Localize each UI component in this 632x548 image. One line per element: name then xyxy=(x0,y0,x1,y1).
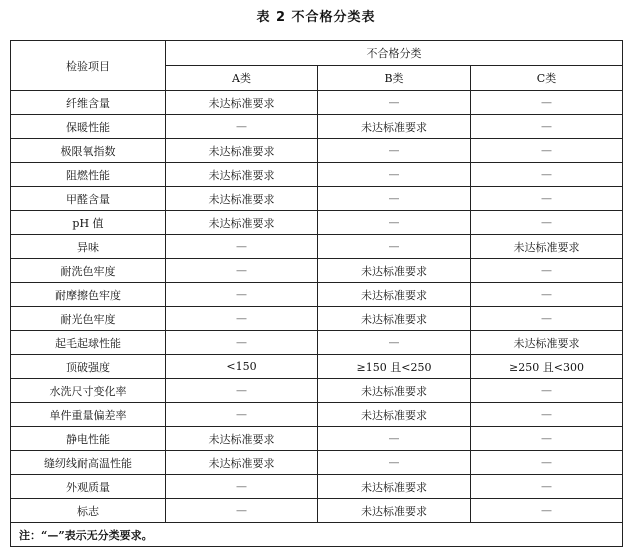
row-class-b: — xyxy=(318,235,471,259)
row-class-c: — xyxy=(471,187,623,211)
row-class-a: 未达标准要求 xyxy=(166,187,318,211)
header-group: 不合格分类 xyxy=(166,41,623,66)
row-class-b: 未达标准要求 xyxy=(318,259,471,283)
row-item: 水洗尺寸变化率 xyxy=(11,379,166,403)
table-row xyxy=(11,307,623,331)
row-class-a: 未达标准要求 xyxy=(166,91,318,115)
row-item: 耐洗色牢度 xyxy=(11,259,166,283)
row-class-b: 未达标准要求 xyxy=(318,379,471,403)
header-row-1 xyxy=(11,41,623,66)
row-item: 标志 xyxy=(11,499,166,523)
row-class-b: — xyxy=(318,139,471,163)
row-class-b: 未达标准要求 xyxy=(318,115,471,139)
row-class-a: — xyxy=(166,235,318,259)
header-item: 检验项目 xyxy=(11,41,166,91)
row-item: 异味 xyxy=(11,235,166,259)
row-class-a: — xyxy=(166,115,318,139)
row-item: 保暖性能 xyxy=(11,115,166,139)
table-row xyxy=(11,403,623,427)
row-class-a: — xyxy=(166,283,318,307)
table-note: 注：“—”表示无分类要求。 xyxy=(11,523,623,547)
table-row xyxy=(11,115,623,139)
row-item: 纤维含量 xyxy=(11,91,166,115)
table-row xyxy=(11,475,623,499)
row-class-b: ≥150 且<250 xyxy=(318,355,471,379)
table-title: 表 2 不合格分类表 xyxy=(256,10,376,25)
row-class-c: — xyxy=(471,259,623,283)
row-class-c: — xyxy=(471,499,623,523)
row-class-a: 未达标准要求 xyxy=(166,163,318,187)
table-row xyxy=(11,379,623,403)
table-row xyxy=(11,235,623,259)
row-class-c: 未达标准要求 xyxy=(471,331,623,355)
row-class-a: 未达标准要求 xyxy=(166,211,318,235)
row-item: 单件重量偏差率 xyxy=(11,403,166,427)
row-class-c: — xyxy=(471,427,623,451)
row-item: 顶破强度 xyxy=(11,355,166,379)
row-class-c: ≥250 且<300 xyxy=(471,355,623,379)
table-row xyxy=(11,331,623,355)
row-class-b: — xyxy=(318,427,471,451)
row-item: 甲醛含量 xyxy=(11,187,166,211)
row-class-b: — xyxy=(318,163,471,187)
row-class-b: 未达标准要求 xyxy=(318,475,471,499)
row-class-a: — xyxy=(166,499,318,523)
table-row xyxy=(11,355,623,379)
table-row xyxy=(11,283,623,307)
row-class-c: — xyxy=(471,379,623,403)
row-class-b: 未达标准要求 xyxy=(318,403,471,427)
row-item: 阻燃性能 xyxy=(11,163,166,187)
table-row xyxy=(11,211,623,235)
header-class-b: B类 xyxy=(318,66,471,91)
row-class-a: <150 xyxy=(166,355,318,379)
row-class-c: — xyxy=(471,115,623,139)
row-class-b: — xyxy=(318,451,471,475)
nonconformity-classification-table xyxy=(10,40,623,547)
row-class-a: — xyxy=(166,331,318,355)
note-row xyxy=(11,523,623,547)
table-row xyxy=(11,259,623,283)
header-class-c: C类 xyxy=(471,66,623,91)
table-row xyxy=(11,499,623,523)
table-row xyxy=(11,139,623,163)
table-row xyxy=(11,187,623,211)
table-row xyxy=(11,451,623,475)
row-class-c: — xyxy=(471,211,623,235)
row-class-a: — xyxy=(166,259,318,283)
row-class-c: 未达标准要求 xyxy=(471,235,623,259)
row-class-a: — xyxy=(166,379,318,403)
row-class-b: — xyxy=(318,187,471,211)
row-class-c: — xyxy=(471,283,623,307)
row-class-c: — xyxy=(471,163,623,187)
row-class-a: — xyxy=(166,403,318,427)
table-row xyxy=(11,163,623,187)
row-item: 耐光色牢度 xyxy=(11,307,166,331)
row-item: 耐摩擦色牢度 xyxy=(11,283,166,307)
row-class-c: — xyxy=(471,139,623,163)
row-class-a: — xyxy=(166,475,318,499)
row-class-b: 未达标准要求 xyxy=(318,307,471,331)
table-row xyxy=(11,427,623,451)
row-class-b: — xyxy=(318,211,471,235)
row-class-a: 未达标准要求 xyxy=(166,451,318,475)
row-item: 静电性能 xyxy=(11,427,166,451)
row-class-a: 未达标准要求 xyxy=(166,139,318,163)
row-class-b: 未达标准要求 xyxy=(318,499,471,523)
row-item: 极限氧指数 xyxy=(11,139,166,163)
row-item: 缝纫线耐高温性能 xyxy=(11,451,166,475)
row-item: 起毛起球性能 xyxy=(11,331,166,355)
row-class-b: — xyxy=(318,91,471,115)
row-item: 外观质量 xyxy=(11,475,166,499)
table-row xyxy=(11,91,623,115)
row-class-c: — xyxy=(471,475,623,499)
row-class-c: — xyxy=(471,91,623,115)
row-class-c: — xyxy=(471,451,623,475)
row-class-a: — xyxy=(166,307,318,331)
row-class-c: — xyxy=(471,307,623,331)
row-class-a: 未达标准要求 xyxy=(166,427,318,451)
row-class-b: 未达标准要求 xyxy=(318,283,471,307)
header-class-a: A类 xyxy=(166,66,318,91)
row-class-c: — xyxy=(471,403,623,427)
row-item: pH 值 xyxy=(11,211,166,235)
row-class-b: — xyxy=(318,331,471,355)
